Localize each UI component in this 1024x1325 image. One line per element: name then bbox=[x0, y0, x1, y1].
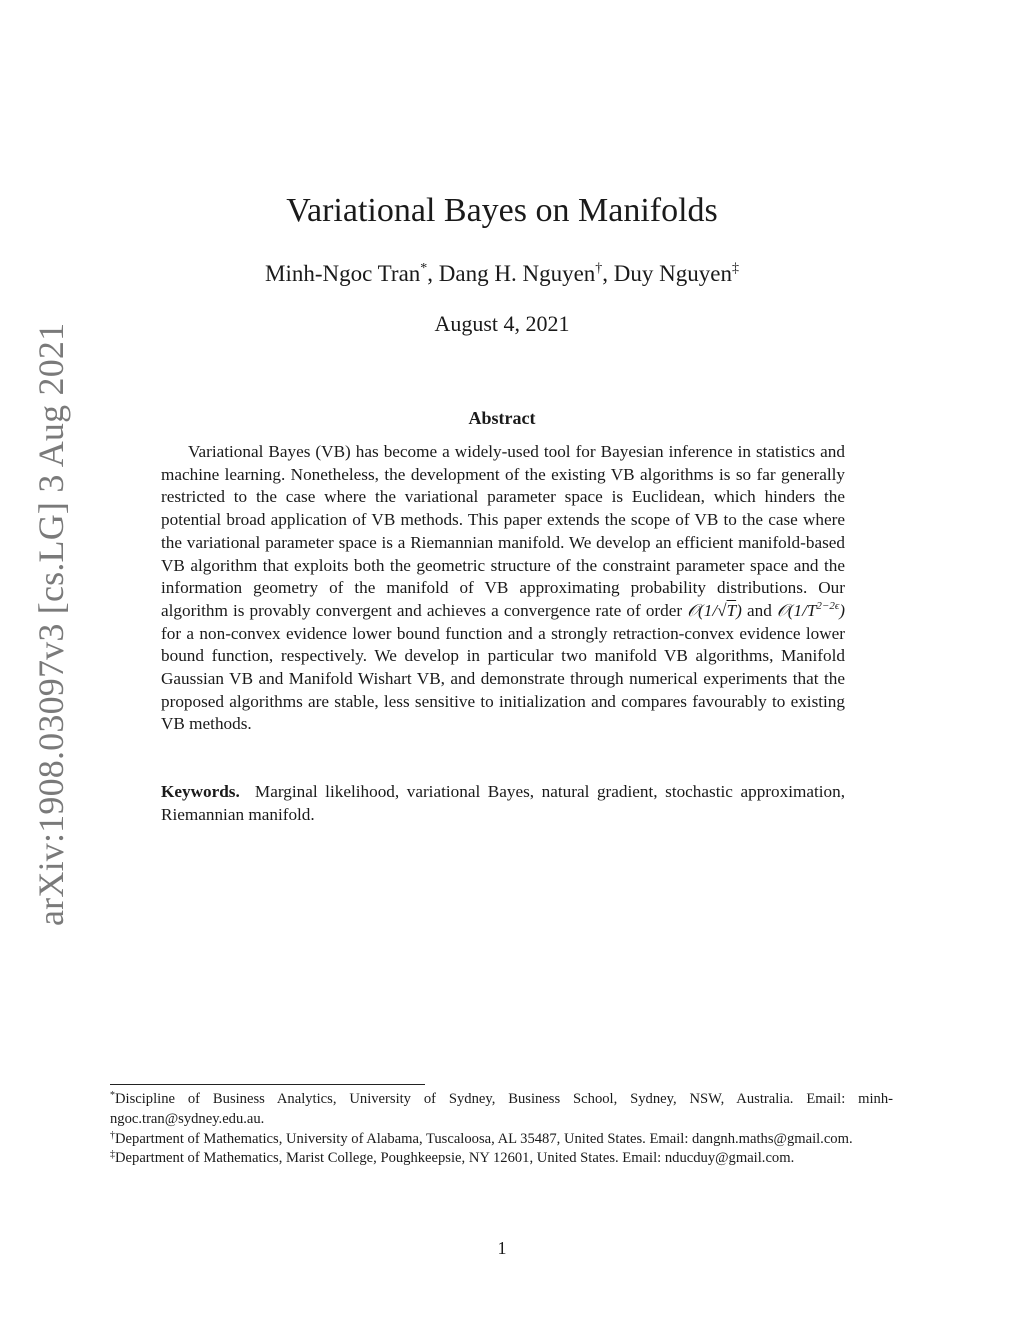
footnote-text: Department of Mathematics, University of Alabama, Tuscaloosa, AL 35487, United States. Email: dangnh.maths@gmail.com. bbox=[115, 1130, 853, 1147]
keywords bbox=[161, 781, 845, 826]
abstract-text-part: Variational Bayes (VB) has become a widely-used tool for Bayesian inference in statistics and machine learning. Nonetheless, the development of the existing VB algorithms is so far generally restricted to the case where the variational parameter space is Euclidean, which hinders the potential broad application of VB methods. This paper extends the scope of VB to the case where the variational parameter space is a Riemannian manifold. We develop an efficient manifold-based VB algorithm that exploits both the geometric structure of the constraint parameter space and the information geometry of the manifold of VB approximating probability distributions. Our algorithm is provably convergent and achieves a convergence rate of order bbox=[161, 442, 845, 620]
author-name: Minh-Ngoc Tran bbox=[265, 261, 421, 286]
footnote-mark: ‡ bbox=[110, 1149, 115, 1161]
footnote-mark: * bbox=[110, 1090, 115, 1101]
arxiv-identifier-stamp: arXiv:1908.03097v3 [cs.LG] 3 Aug 2021 bbox=[31, 322, 71, 926]
footnote-divider bbox=[110, 1084, 425, 1085]
author-footnote-mark: † bbox=[595, 261, 603, 276]
author-footnote-mark: ‡ bbox=[731, 261, 739, 276]
publication-date: August 4, 2021 bbox=[434, 311, 570, 336]
footnotes bbox=[110, 1090, 893, 1169]
abstract-heading: Abstract bbox=[468, 408, 536, 428]
abstract-text-part: and bbox=[741, 600, 777, 620]
footnote-text: Discipline of Business Analytics, University of Sydney, Business School, Sydney, NSW, Australia. Email: minh-ngoc.tran@sydney.edu.au. bbox=[110, 1091, 893, 1127]
author-name: Dang H. Nguyen bbox=[438, 261, 596, 286]
footnote bbox=[110, 1090, 893, 1130]
author-list: Minh-Ngoc Tran*, Dang H. Nguyen†, Duy Nguyen‡ bbox=[265, 261, 739, 286]
footnote-mark: † bbox=[110, 1129, 115, 1141]
paper-title: Variational Bayes on Manifolds bbox=[286, 192, 718, 229]
author-footnote-mark: * bbox=[420, 261, 428, 276]
abstract-text bbox=[161, 441, 845, 736]
keywords-label: Keywords. bbox=[161, 782, 240, 801]
abstract-text-part: for a non-convex evidence lower bound function and a strongly retraction-convex evidence lower bound function, respectively. We develop in particular two manifold VB algorithms, Manifold Gaussian VB and Manifold Wishart VB, and demonstrate through numerical experiments that the proposed algorithms are stable, less sensitive to initialization and compares favourably to existing VB methods. bbox=[161, 623, 845, 734]
footnote-text: Department of Mathematics, Marist College, Poughkeepsie, NY 12601, United States. Email: nducduy@gmail.com. bbox=[115, 1150, 795, 1167]
author-name: Duy Nguyen bbox=[613, 261, 732, 286]
footnote bbox=[110, 1149, 893, 1169]
keywords-text: Marginal likelihood, variational Bayes, natural gradient, stochastic approximation, Riemannian manifold. bbox=[161, 782, 846, 824]
page-number: 1 bbox=[497, 1238, 507, 1258]
footnote bbox=[110, 1130, 893, 1150]
convergence-rate-nonconvex: 𝒪(1/√T) bbox=[687, 600, 742, 620]
convergence-rate-convex: $𝒪(1/T^{2-2\epsilon})$ bbox=[776, 599, 845, 620]
